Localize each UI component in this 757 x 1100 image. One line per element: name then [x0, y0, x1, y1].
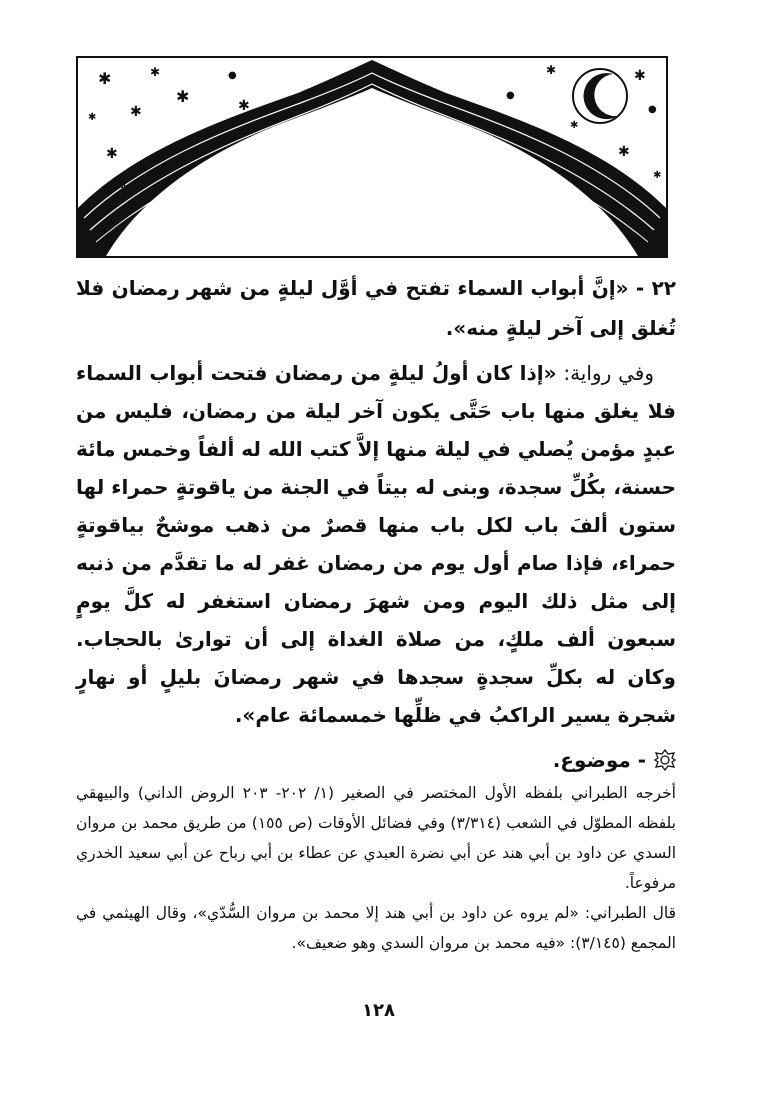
svg-text:✱: ✱	[150, 65, 161, 79]
svg-text:✱: ✱	[634, 68, 646, 84]
svg-text:●: ●	[648, 104, 657, 115]
narration-intro: وفي رواية:	[556, 361, 654, 385]
svg-text:✱: ✱	[546, 63, 557, 77]
svg-text:●: ●	[506, 90, 515, 101]
hadith-number: ٢٢	[651, 276, 676, 300]
page-content	[76, 268, 676, 958]
grade-line	[76, 742, 676, 778]
takhrij-note: أخرجه الطبراني بلفظه الأول المختصر في الصغير (١/ ٢٠٢- ٢٠٣ الروض الداني) والبيهقي بلفظه المطوّل في الشعب (٣/٣١٤) وفي فضائل الأوقات (ص ١٥٥) من طريق محمد بن مروان السدي عن داود بن أبي هند عن أبي نضرة العبدي عن عطاء بن أبي رباح عن أبي سعيد الخدري مرفوعاً.	[76, 784, 676, 892]
hadith-22	[76, 268, 676, 348]
svg-text:✱: ✱	[130, 104, 142, 120]
narration-text: «إذا كان أولُ ليلةٍ من رمضان فتحت أبواب السماء فلا يغلق منها باب حَتَّى يكون آخر ليلة من رمضان، فليس من عبدٍ مؤمن يُصلي في ليلة منها إلاَّ كتب الله له ألفاً وخمس مائة حسنة، بكُلِّ سجدة، وبنى له بيتاً في الجنة من ياقوتةٍ حمراء لها ستون ألفَ باب لكل باب منها قصرٌ من ذهب موشحٌ بياقوتةٍ حمراء، فإذا صام أول يوم من رمضان غفر له ما تقدَّم من ذنبه إلى مثل ذلك اليوم ومن شهرَ رمضان استغفر له كلَّ يومٍ سبعون ألف ملكٍ، من صلاة الغداة إلى أن توارىٰ بالحجاب. وكان له بكلِّ سجدةٍ سجدها في شهر رمضانَ بليلٍ أو نهارٍ شجرة يسير الراكبُ في ظلِّها خمسمائة عام».	[76, 361, 676, 727]
svg-text:✱: ✱	[118, 180, 127, 191]
svg-text:●: ●	[228, 70, 237, 81]
svg-text:✱: ✱	[618, 144, 630, 160]
svg-text:✱: ✱	[206, 125, 217, 139]
grade-label: - موضوع.	[552, 748, 646, 772]
svg-text:✱: ✱	[653, 170, 662, 181]
crescent-moon-icon	[573, 69, 627, 123]
svg-text:✱: ✱	[176, 87, 190, 106]
svg-text:✱: ✱	[238, 98, 250, 114]
octagram-icon	[654, 749, 676, 771]
commentary-note: قال الطبراني: «لم يروه عن داود بن أبي هند إلا محمد بن مروان السُّدّي»، وقال الهيثمي في المجمع (٣/١٤٥): «فيه محمد بن مروان السدي وهو ضعيف».	[76, 904, 676, 952]
night-sky-illustration	[78, 58, 666, 256]
decorative-header	[76, 56, 668, 258]
page-number: ١٢٨	[362, 1000, 395, 1021]
hadith-text: - «إنَّ أبواب السماء تفتح في أوَّل ليلةٍ من شهر رمضان فلا تُغلق إلى آخر ليلةٍ منه».	[76, 276, 676, 340]
footnotes	[76, 778, 676, 958]
svg-text:✱: ✱	[98, 69, 112, 88]
svg-text:✱: ✱	[88, 112, 97, 123]
svg-text:✱: ✱	[570, 120, 579, 131]
narration-paragraph	[76, 354, 676, 734]
svg-text:✱: ✱	[106, 146, 118, 162]
